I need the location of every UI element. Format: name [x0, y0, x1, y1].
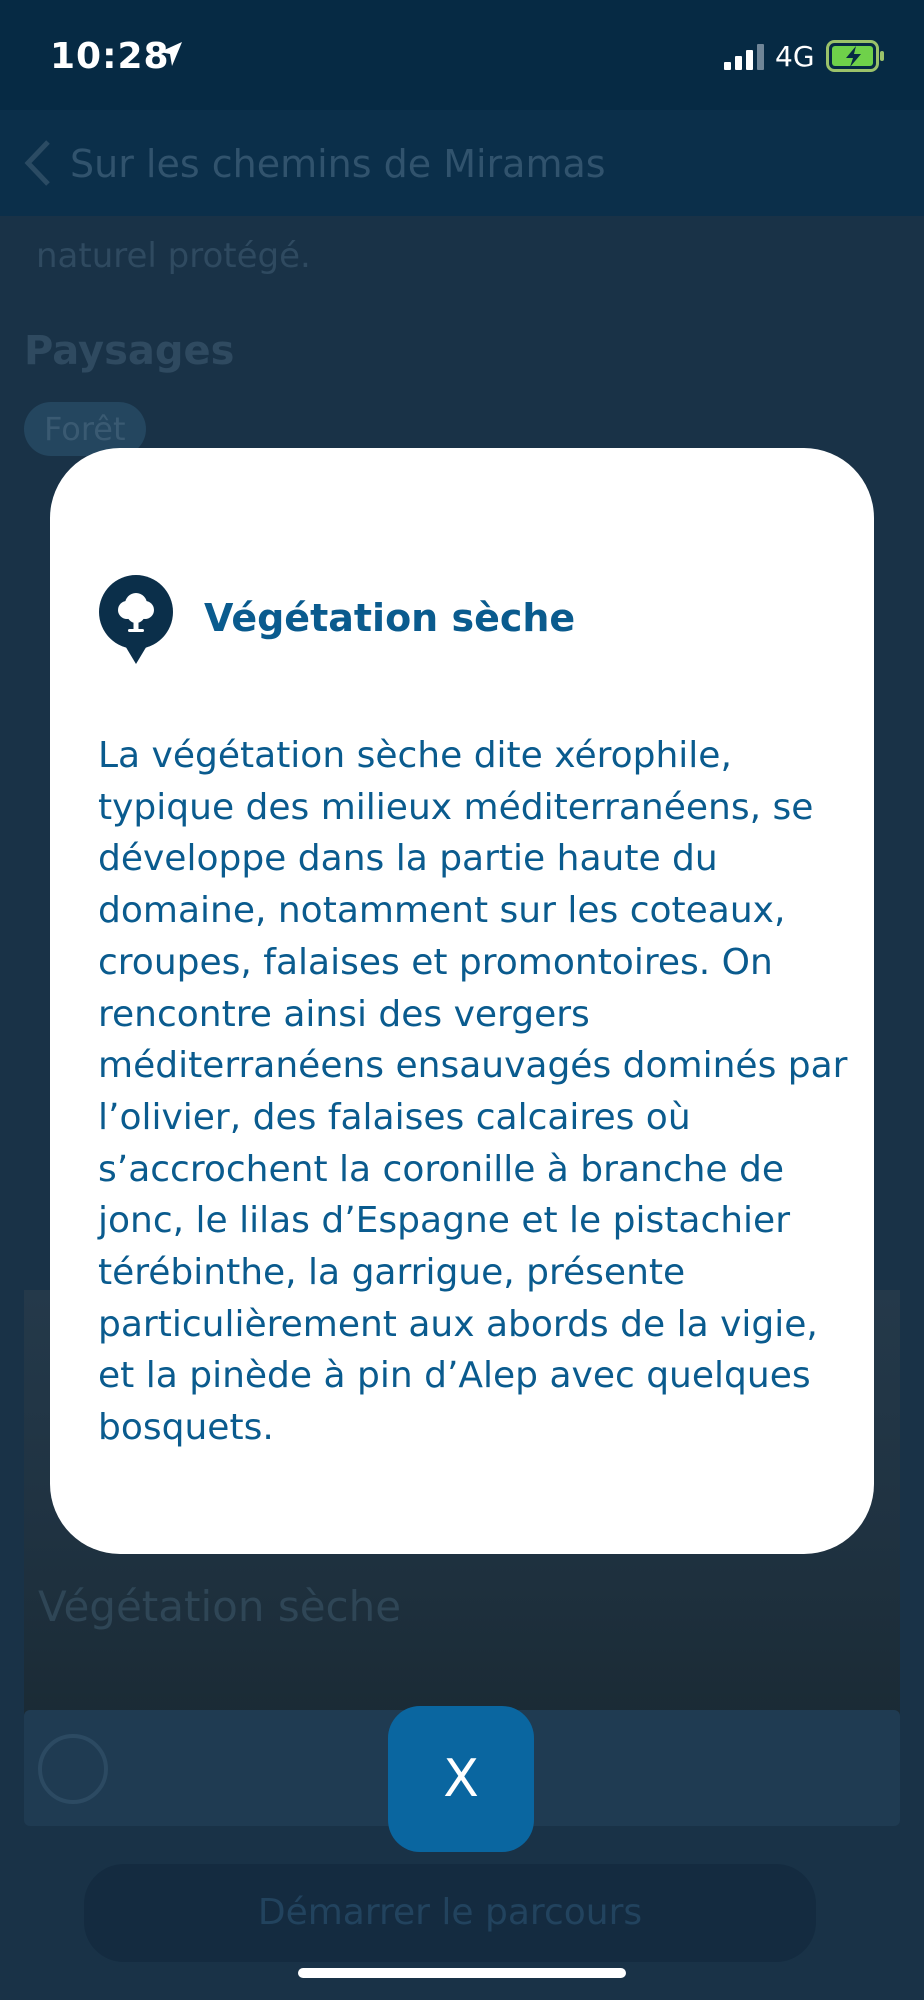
back-chevron-icon[interactable] — [20, 138, 56, 188]
play-icon — [38, 1734, 108, 1804]
status-time: 10:28 — [50, 36, 170, 77]
close-button[interactable]: X — [388, 1706, 534, 1852]
status-bar — [0, 0, 924, 110]
tree-pin-icon — [98, 574, 174, 666]
location-arrow-icon — [158, 40, 184, 68]
signal-icon — [724, 44, 768, 70]
nav-bar — [0, 110, 924, 216]
modal-title: Végétation sèche — [204, 596, 576, 640]
start-route-button: Démarrer le parcours — [84, 1864, 816, 1962]
network-type: 4G — [775, 40, 815, 73]
home-indicator[interactable] — [298, 1968, 626, 1978]
image-caption: Végétation sèche — [38, 1582, 402, 1631]
nav-title: Sur les chemins de Miramas — [70, 142, 606, 186]
intro-text: naturel protégé. — [36, 236, 311, 276]
landscapes-heading: Paysages — [24, 328, 235, 374]
battery-charging-icon — [826, 40, 886, 72]
info-modal — [50, 448, 874, 1554]
modal-description: La végétation sèche dite xérophile, typique des milieux méditerranéens, se développe dans la partie haute du domaine, notamment sur les coteaux, croupes, falaises et promontoires. On rencontre ainsi des vergers méditerranéens ensauvagés dominés par l’olivier, des falaises calcaires où s’accrochent la coronille à branche de jonc, le lilas d’Espagne et le pistachier térébinthe, la garrigue, présente particulièrement aux abords de la vigie, et la pinède à pin d’Alep avec quelques bosquets. — [98, 735, 848, 1449]
landscape-tag: Forêt — [24, 402, 146, 456]
